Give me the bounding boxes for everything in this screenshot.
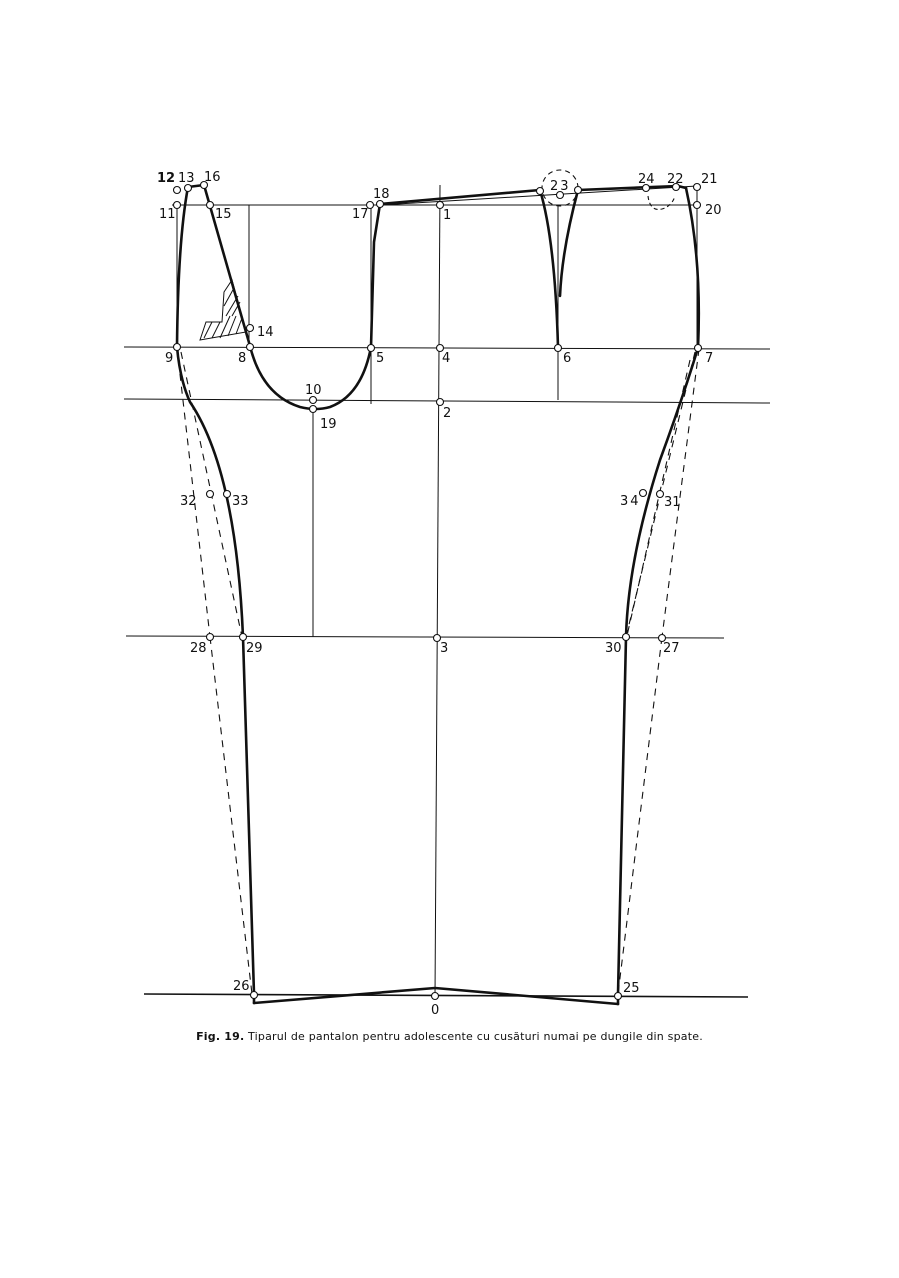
label-24: 24 (638, 172, 655, 187)
label-11: 11 (159, 207, 176, 222)
label-1: 1 (443, 208, 452, 223)
label-7: 7 (705, 351, 714, 366)
construction-lines (124, 185, 770, 997)
label-23: 23 (550, 179, 571, 194)
figure-caption (0, 1030, 899, 1043)
label-32: 32 (180, 494, 197, 509)
label-31: 31 (664, 495, 681, 510)
crotch-line (124, 399, 770, 403)
label-9: 9 (165, 351, 174, 366)
center-crease-line (435, 185, 440, 997)
center-front-seam (371, 204, 380, 347)
label-16: 16 (204, 170, 221, 185)
label-2: 2 (443, 406, 452, 421)
knee-line (126, 636, 724, 638)
label-5: 5 (376, 351, 385, 366)
label-12: 12 (157, 171, 176, 186)
label-22: 22 (667, 172, 684, 187)
label-17: 17 (352, 207, 369, 222)
front-left-seam (177, 187, 243, 637)
label-28: 28 (190, 641, 207, 656)
figure-caption-prefix: Fig. 19. (196, 1030, 245, 1043)
label-14: 14 (257, 325, 274, 340)
dart-left (540, 190, 558, 347)
label-15: 15 (215, 207, 232, 222)
label-4: 4 (442, 351, 451, 366)
label-6: 6 (563, 351, 572, 366)
label-21: 21 (701, 172, 718, 187)
label-25: 25 (623, 981, 640, 996)
label-8: 8 (238, 351, 247, 366)
label-30: 30 (605, 641, 622, 656)
hem-line (144, 994, 748, 997)
label-19: 19 (320, 417, 337, 432)
label-13: 13 (178, 171, 195, 186)
label-20: 20 (705, 203, 722, 218)
label-26: 26 (233, 979, 250, 994)
hip-line (124, 347, 770, 349)
label-34: 34 (620, 494, 641, 509)
label-18: 18 (373, 187, 390, 202)
dart-right (560, 190, 578, 296)
label-27: 27 (663, 641, 680, 656)
back-right-seam (626, 188, 699, 637)
label-0: 0 (431, 1003, 440, 1018)
label-10: 10 (305, 383, 322, 398)
label-29: 29 (246, 641, 263, 656)
left-leg-seam (243, 637, 254, 994)
label-33: 33 (232, 494, 249, 509)
figure-caption-text: Tiparul de pantalon pentru adolescente cu cusături numai pe dungile din spate. (244, 1030, 703, 1043)
label-3: 3 (440, 641, 449, 656)
